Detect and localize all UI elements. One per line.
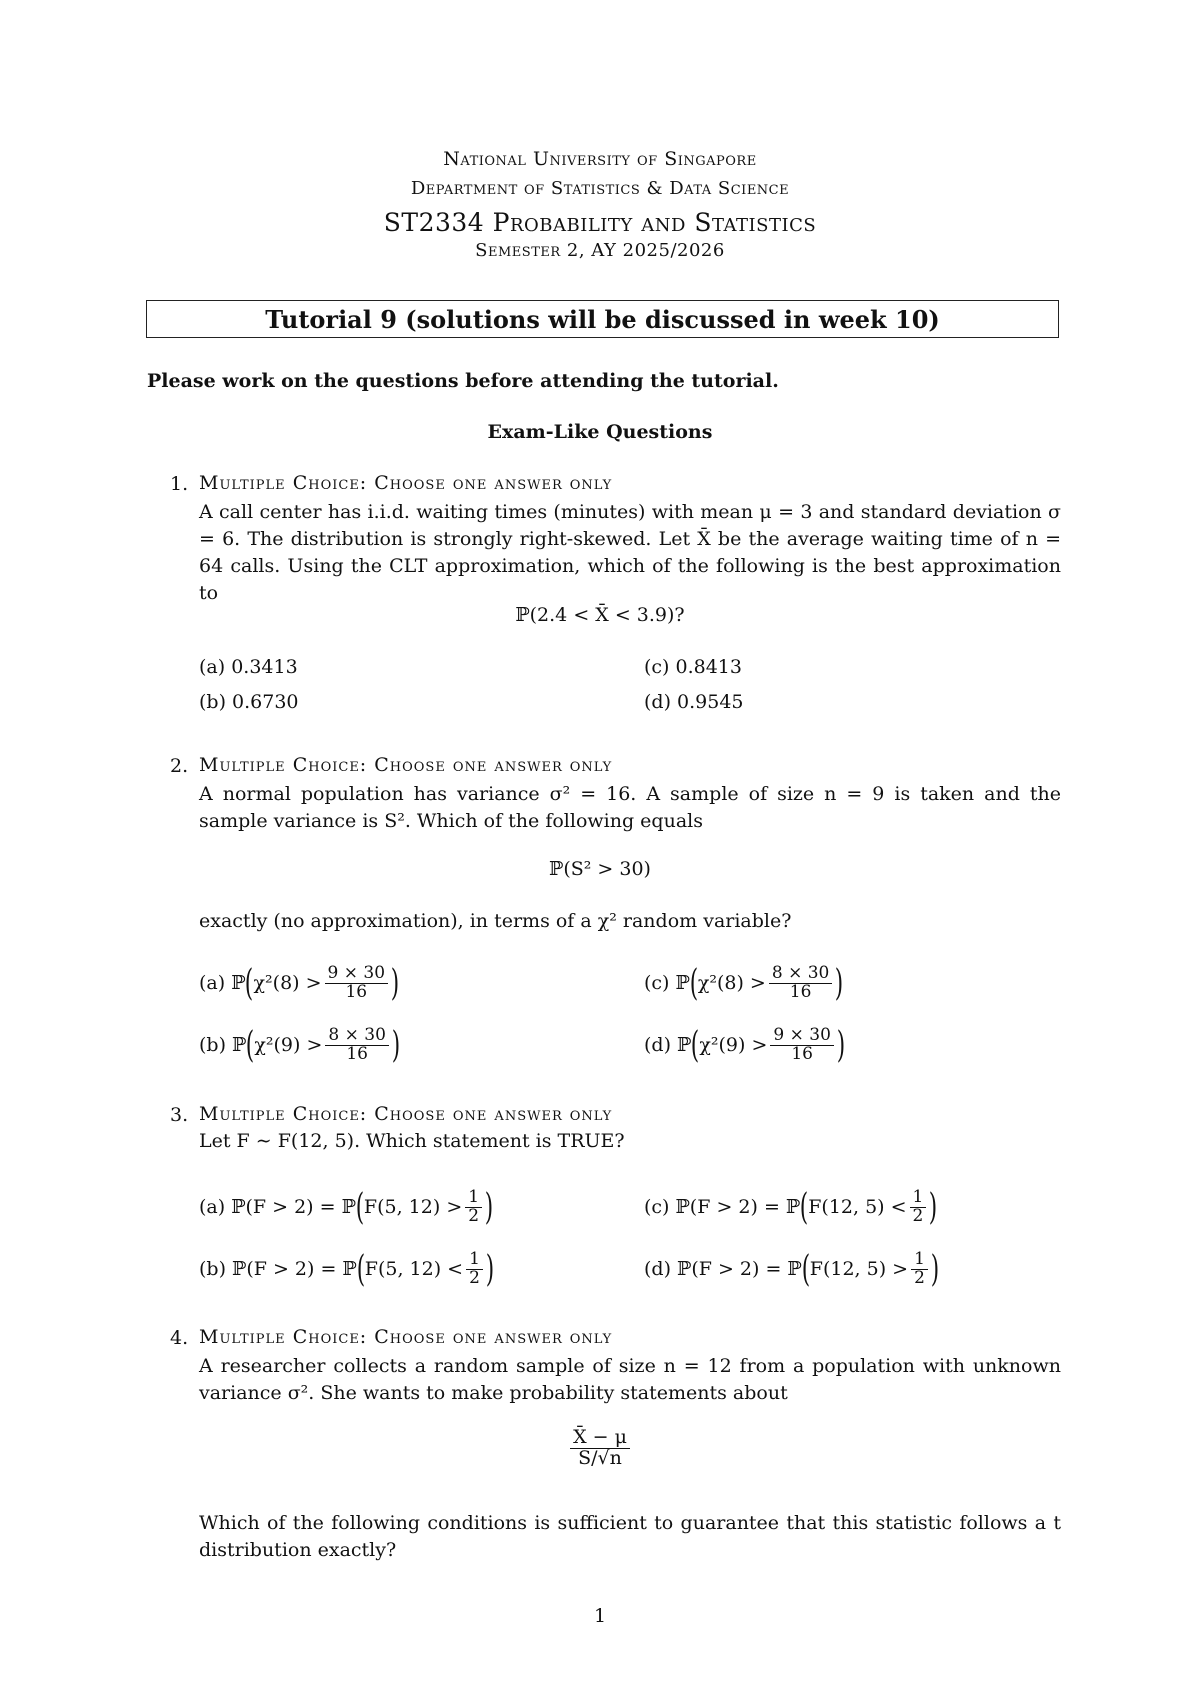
option-fraction: $\frac{1}{2}$ [465, 1189, 482, 1226]
question-1-option-a: (a) 0.3413 [199, 656, 298, 678]
question-2-option-c: (c) ℙ ( χ²(8) > $\frac{8 \times 30}{16}$ ) [644, 962, 844, 1004]
question-4-followup: Which of the following conditions is sufficient to guarantee that this statistic follows a t distribution exactly? [199, 1512, 1061, 1561]
university-name: National University of Singapore [443, 148, 757, 170]
option-label: (b) [199, 1034, 226, 1056]
option-lhs: ℙ(F > 2) = ℙ [231, 1196, 356, 1218]
question-3-option-b: (b) ℙ(F > 2) = ℙ ( F(5, 12) < $\frac{1}{2}$ ) [199, 1248, 495, 1290]
option-label: (a) [199, 972, 226, 994]
course-title: ST2334 Probability and Statistics [383, 208, 817, 237]
option-fraction: $\frac{8 \times 30}{16}$ [769, 965, 833, 1002]
semester-label: Semester 2, AY 2025/2026 [475, 240, 725, 261]
question-1-heading: Multiple Choice: Choose one answer only [199, 472, 613, 494]
option-fraction: $\frac{1}{2}$ [911, 1251, 928, 1288]
option-lhs: ℙ(F > 2) = ℙ [677, 1258, 802, 1280]
option-prefix: χ²(8) > [697, 972, 766, 994]
page-number: 1 [593, 1605, 607, 1627]
section-title: Exam-Like Questions [487, 421, 713, 443]
option-fraction: $\frac{1}{2}$ [910, 1189, 927, 1226]
question-4-number: 4. [170, 1327, 189, 1349]
question-2-followup: exactly (no approximation), in terms of a χ² random variable? [199, 910, 792, 932]
option-fraction: $\frac{9 \times 30}{16}$ [325, 965, 389, 1002]
question-3-number: 3. [170, 1104, 189, 1126]
option-label: (a) [199, 1196, 226, 1218]
question-2-display: ℙ(S² > 30) [549, 858, 651, 880]
option-label: (d) [644, 1034, 671, 1056]
option-lhs: ℙ(F > 2) = ℙ [232, 1258, 357, 1280]
department-name: Department of Statistics & Data Science [410, 178, 790, 199]
question-2-option-a: (a) ℙ ( χ²(8) > $\frac{9 \times 30}{16}$ ) [199, 962, 400, 1004]
question-4-text: A researcher collects a random sample of size n = 12 from a population with unknown variance σ². She wants to make probability statements about [199, 1355, 1061, 1404]
question-2-text: A normal population has variance σ² = 16. A sample of size n = 9 is taken and the sample variance is S². Which of the following equals [199, 783, 1061, 832]
question-3-option-d: (d) ℙ(F > 2) = ℙ ( F(12, 5) > $\frac{1}{2}$ ) [644, 1248, 940, 1290]
option-fraction: $\frac{9 \times 30}{16}$ [770, 1027, 834, 1064]
question-1-option-b: (b) 0.6730 [199, 691, 299, 713]
option-inner: F(5, 12) > [363, 1196, 463, 1218]
option-fraction: $\frac{1}{2}$ [466, 1251, 483, 1288]
question-3-option-c: (c) ℙ(F > 2) = ℙ ( F(12, 5) < $\frac{1}{2}$ ) [644, 1186, 938, 1228]
question-2-heading: Multiple Choice: Choose one answer only [199, 754, 613, 776]
question-4-display [0, 1428, 1200, 1469]
statistic-fraction [570, 1428, 630, 1469]
question-1-display: ℙ(2.4 < X̄ < 3.9)? [515, 604, 685, 626]
question-2-number: 2. [170, 755, 189, 777]
option-label: (c) [644, 972, 670, 994]
option-inner: F(12, 5) > [809, 1258, 909, 1280]
option-inner: F(5, 12) < [364, 1258, 464, 1280]
question-3-option-a: (a) ℙ(F > 2) = ℙ ( F(5, 12) > $\frac{1}{2}$ ) [199, 1186, 494, 1228]
question-2-option-b: (b) ℙ ( χ²(9) > $\frac{8 \times 30}{16}$ ) [199, 1024, 401, 1066]
question-1-number: 1. [170, 473, 189, 495]
question-1-option-d: (d) 0.9545 [644, 691, 744, 713]
option-label: (b) [199, 1258, 226, 1280]
option-lhs: ℙ(F > 2) = ℙ [675, 1196, 801, 1218]
option-prefix: χ²(9) > [254, 1034, 323, 1056]
instruction: Please work on the questions before attending the tutorial. [147, 370, 779, 392]
tutorial-title-box [146, 300, 1059, 338]
option-prefix: χ²(9) > [699, 1034, 768, 1056]
question-3-heading: Multiple Choice: Choose one answer only [199, 1103, 613, 1125]
question-4-heading: Multiple Choice: Choose one answer only [199, 1326, 613, 1348]
option-fraction: $\frac{8 \times 30}{16}$ [325, 1027, 389, 1064]
option-prefix: χ²(8) > [253, 972, 322, 994]
option-label: (c) [644, 1196, 670, 1218]
question-3-text: Let F ∼ F(12, 5). Which statement is TRUE? [199, 1130, 625, 1152]
tutorial-title: Tutorial 9 (solutions will be discussed in week 10) [265, 304, 940, 334]
statistic-denominator: S/√n [578, 1446, 622, 1469]
question-1-option-c: (c) 0.8413 [644, 656, 742, 678]
option-label: (d) [644, 1258, 671, 1280]
statistic-numerator: X̄ − μ [570, 1428, 630, 1449]
option-inner: F(12, 5) < [808, 1196, 907, 1218]
question-2-option-d: (d) ℙ ( χ²(9) > $\frac{9 \times 30}{16}$ ) [644, 1024, 846, 1066]
question-1-text: A call center has i.i.d. waiting times (minutes) with mean μ = 3 and standard deviation σ = 6. The distribution is strongly right-skewed. Let X̄ be the average waiting time of n = 64 calls. Using the CLT approximation, which of the following is the best approximation to [199, 501, 1061, 604]
